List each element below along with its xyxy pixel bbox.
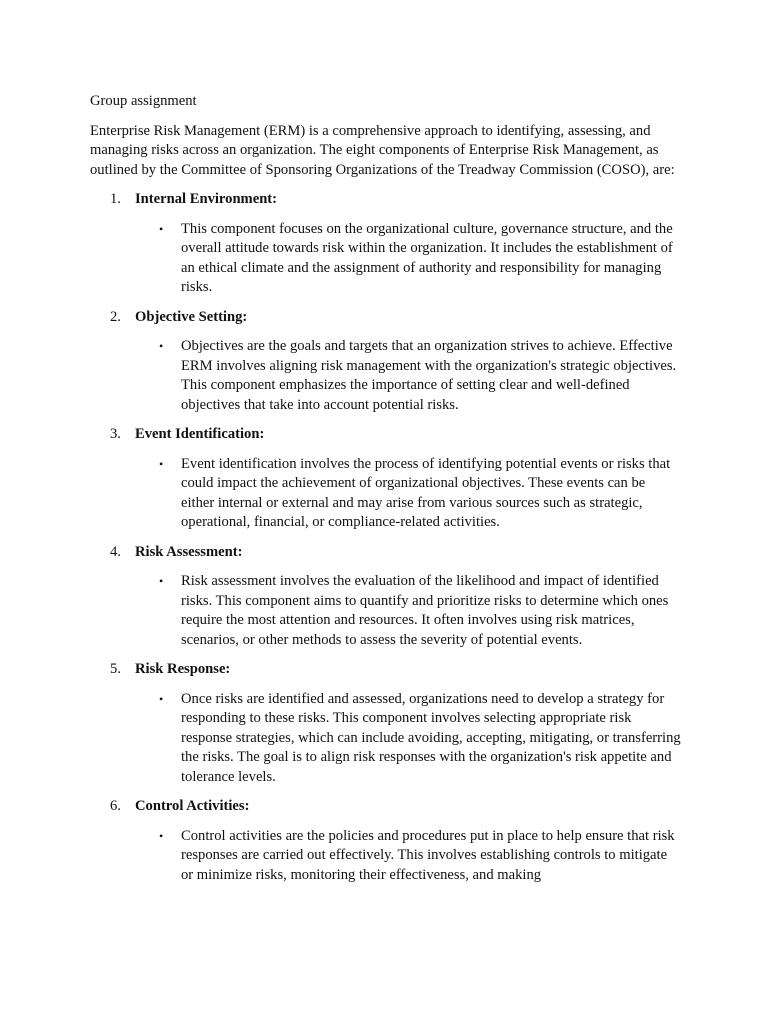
intro-paragraph: Enterprise Risk Management (ERM) is a comprehensive approach to identifying, assessing, and managing risks across an organization. The eight components of Enterprise Risk Management, as outlined by the Committee of Sponsoring Organizations of the Treadway Commission (COSO), are: — [90, 122, 675, 178]
component-description — [159, 572, 681, 650]
component-objective-setting — [90, 308, 690, 416]
component-title: Control Activities: — [135, 798, 250, 814]
component-title: Event Identification: — [135, 426, 265, 442]
component-control-activities — [90, 797, 690, 885]
component-title: Objective Setting: — [135, 308, 248, 325]
bullet-icon: • — [159, 339, 164, 353]
bullet-icon: • — [159, 574, 164, 588]
component-heading — [90, 543, 690, 563]
component-number: 5. — [110, 661, 121, 677]
component-description — [159, 690, 681, 788]
component-description — [159, 337, 681, 415]
component-number: 6. — [110, 798, 121, 814]
component-description — [159, 827, 681, 886]
component-heading — [90, 425, 690, 445]
component-text: This component focuses on the organizational culture, governance structure, and the overall attitude towards risk within the organization. It includes the establishment of an ethical climate and the assignment of authority and responsibility for managing risks. — [181, 220, 673, 295]
component-text: Risk assessment involves the evaluation of the likelihood and impact of identified risks. This component aims to quantify and prioritize risks to determine which ones require the most attention and resources. It often involves using risk matrices, scenarios, or other methods to assess the severity of potential events. — [181, 573, 669, 648]
bullet-icon: • — [159, 828, 164, 843]
component-number: 3. — [110, 426, 121, 442]
component-text: Control activities are the policies and procedures put in place to help ensure that risk responses are carried out effectively. This involves establishing controls to mitigate or minimize risks, monitoring their effectiveness, and making — [181, 827, 675, 883]
component-text: Event identification involves the process of identifying potential events or risks that could impact the achievement of organizational objectives. These events can be either internal or external and may arise from various sources such as strategic, operational, financial, or compliance-related activities. — [181, 455, 671, 530]
component-title: Internal Environment: — [135, 191, 278, 207]
component-number: 4. — [110, 543, 121, 560]
erm-components-list — [90, 190, 690, 885]
component-event-identification — [90, 425, 690, 533]
component-title: Risk Response: — [135, 661, 231, 677]
document-title: Group assignment — [90, 93, 197, 109]
component-text: Objectives are the goals and targets that an organization strives to achieve. Effective ERM involves aligning risk management with the organization's strategic objectives. This component emphasizes the importance of setting clear and well-defined objectives that take into account potential risks. — [181, 338, 677, 413]
component-text: Once risks are identified and assessed, organizations need to develop a strategy for responding to these risks. This component involves selecting appropriate risk response strategies, which can include avoiding, accepting, mitigating, or transferring the risks. The goal is to align risk responses with the organization's risk appetite and tolerance levels. — [181, 690, 681, 785]
component-risk-response — [90, 660, 690, 787]
component-description — [159, 220, 681, 298]
component-title: Risk Assessment: — [135, 543, 243, 560]
component-number: 1. — [110, 191, 121, 207]
component-number: 2. — [110, 308, 121, 325]
component-heading — [90, 308, 690, 328]
bullet-icon: • — [159, 691, 164, 706]
component-heading — [90, 660, 690, 680]
component-heading — [90, 190, 690, 210]
bullet-icon: • — [159, 456, 164, 471]
component-description — [159, 455, 681, 533]
component-internal-environment — [90, 190, 690, 298]
component-risk-assessment — [90, 543, 690, 651]
bullet-icon: • — [159, 221, 164, 236]
document-page — [90, 92, 690, 895]
component-heading — [90, 797, 690, 817]
